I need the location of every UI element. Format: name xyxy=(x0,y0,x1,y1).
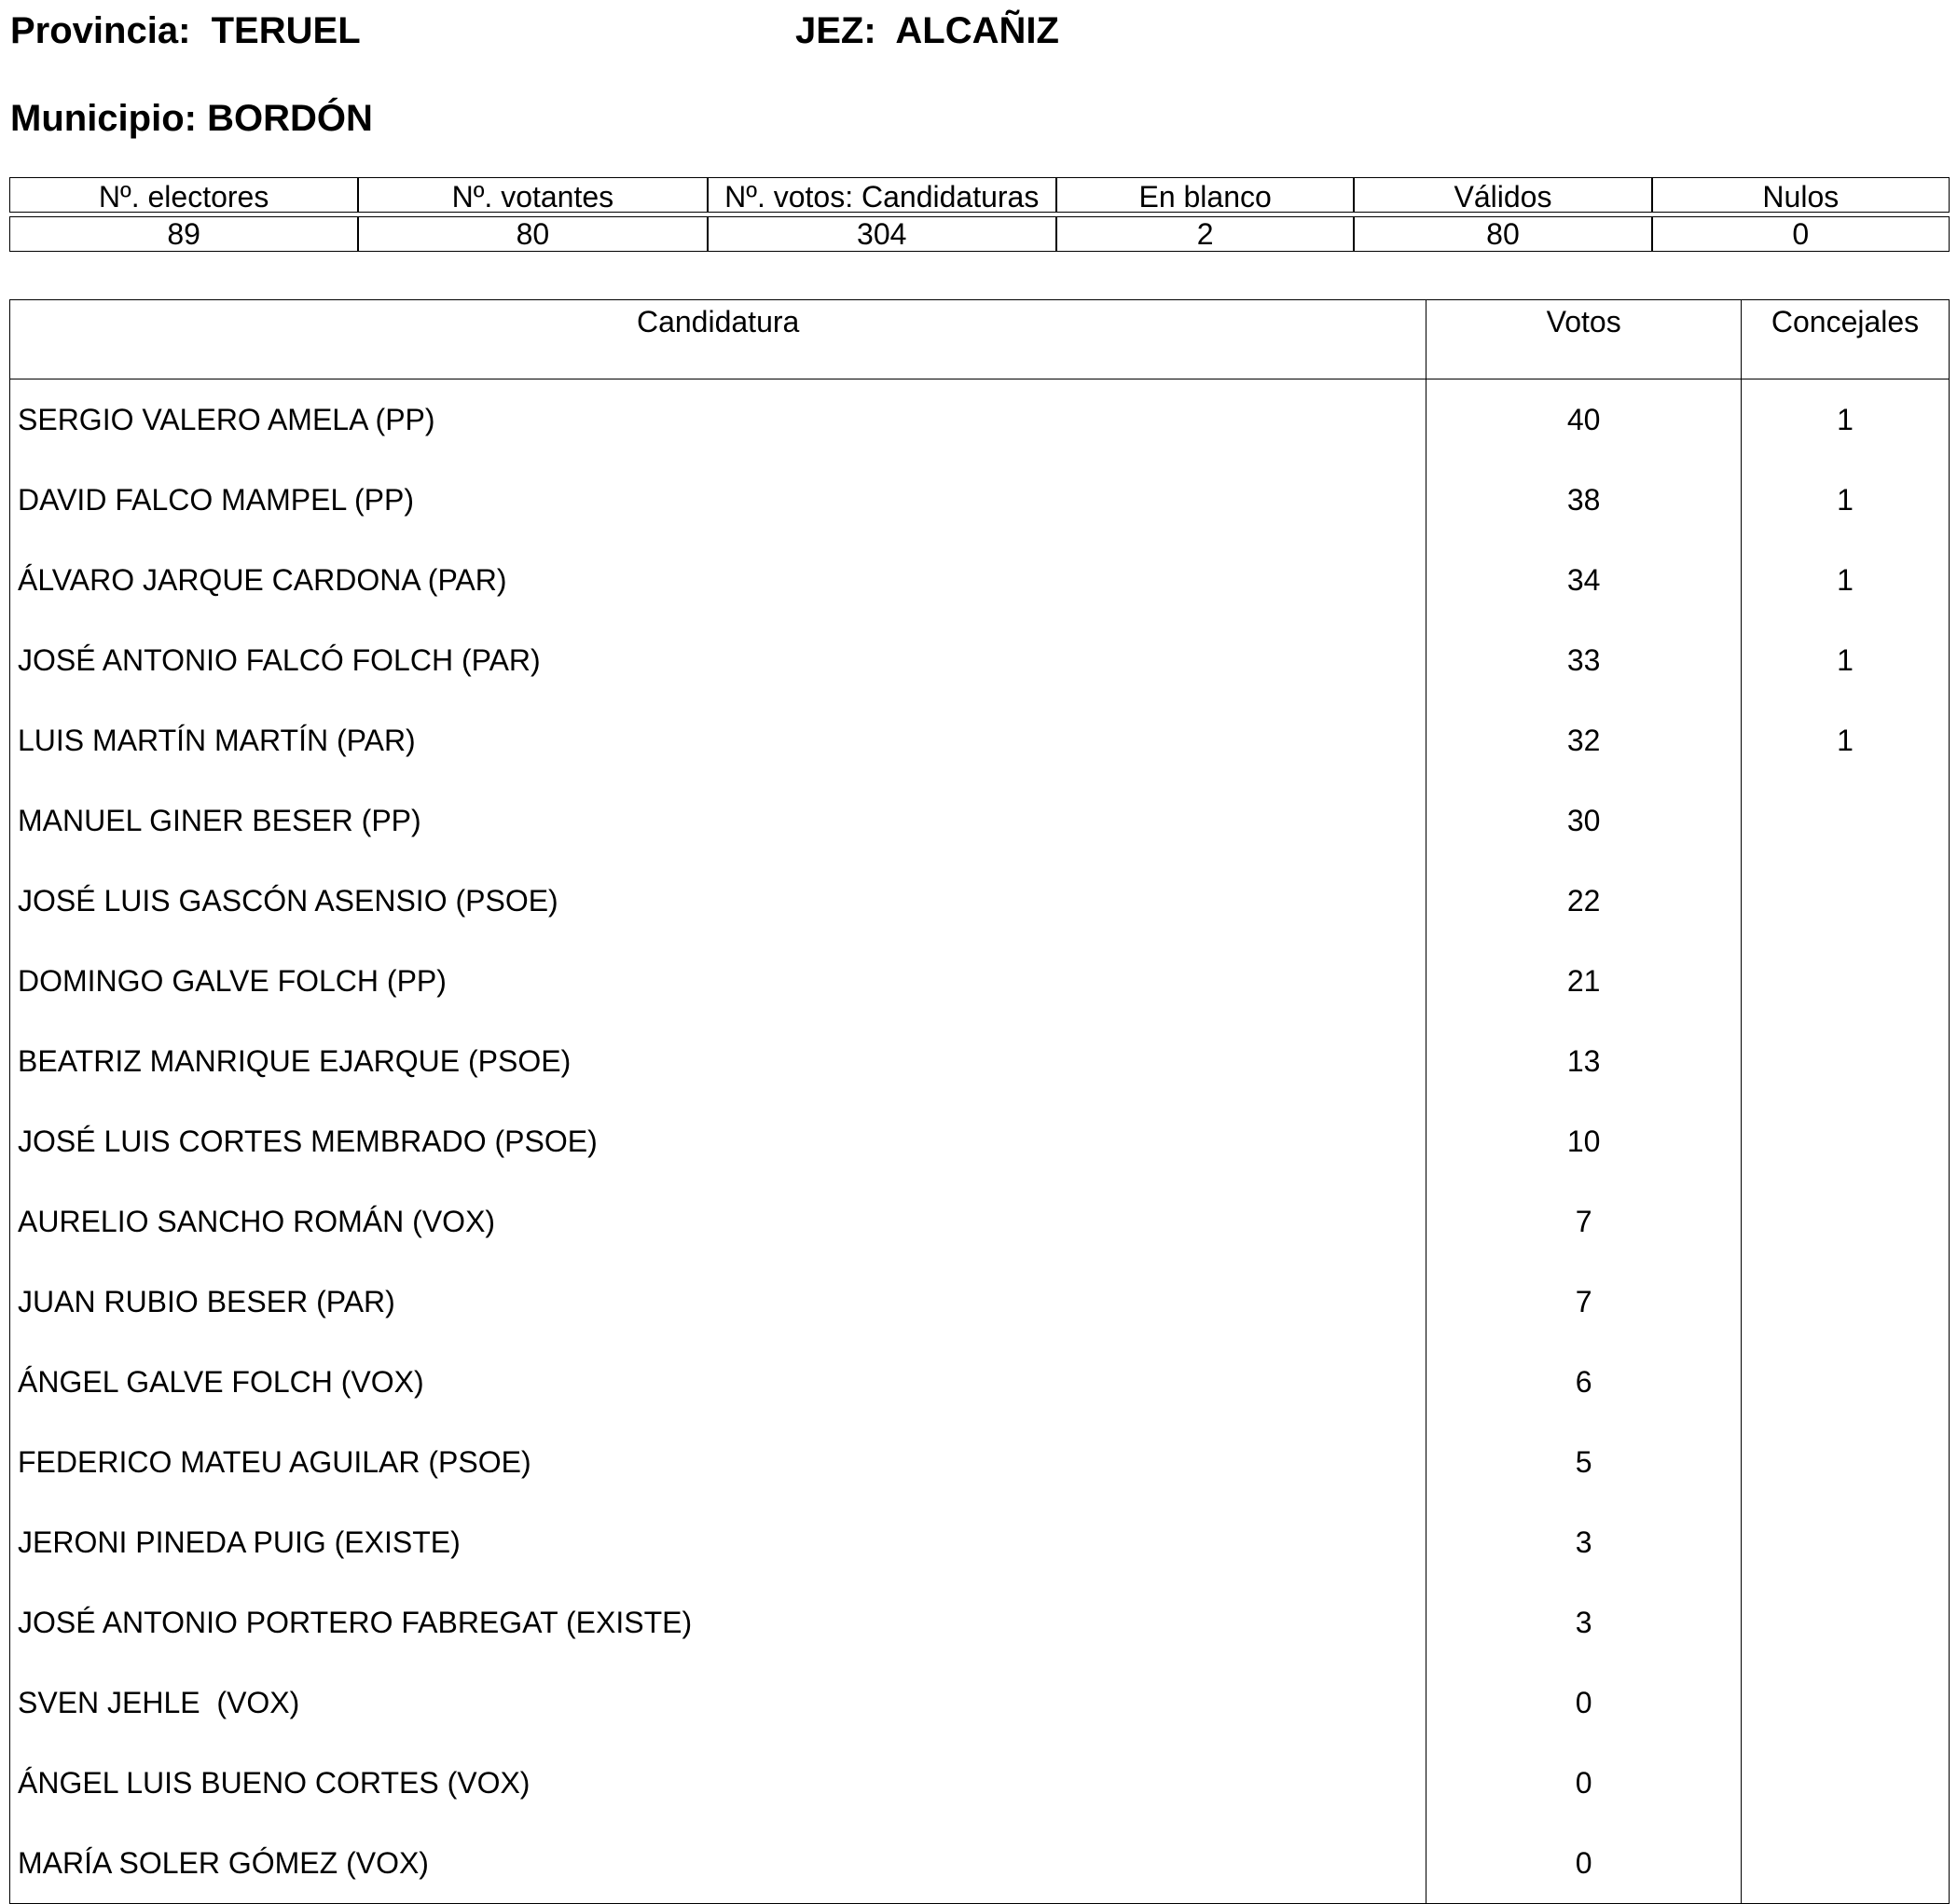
candidate-concejales: 1 xyxy=(1742,700,1950,780)
candidate-concejales: 1 xyxy=(1742,540,1950,620)
summary-label-votos-candidaturas: Nº. votos: Candidaturas xyxy=(708,177,1056,213)
candidate-votes: 30 xyxy=(1426,780,1742,861)
candidate-name: SVEN JEHLE (VOX) xyxy=(10,1663,1426,1743)
summary-value-validos: 80 xyxy=(1354,216,1651,252)
table-row xyxy=(10,1181,1950,1262)
candidate-name: JUAN RUBIO BESER (PAR) xyxy=(10,1262,1426,1342)
summary-label-votantes: Nº. votantes xyxy=(358,177,707,213)
summary-value-votos-candidaturas: 304 xyxy=(708,216,1056,252)
candidate-name: AURELIO SANCHO ROMÁN (VOX) xyxy=(10,1181,1426,1262)
candidate-concejales xyxy=(1742,1663,1950,1743)
results-header-row xyxy=(10,300,1950,379)
candidate-votes: 3 xyxy=(1426,1502,1742,1582)
table-row xyxy=(10,861,1950,941)
candidate-concejales xyxy=(1742,861,1950,941)
candidate-votes: 34 xyxy=(1426,540,1742,620)
column-header-votos: Votos xyxy=(1426,300,1742,379)
candidate-votes: 10 xyxy=(1426,1101,1742,1181)
results-table xyxy=(9,299,1950,1904)
candidate-votes: 13 xyxy=(1426,1021,1742,1101)
candidate-votes: 21 xyxy=(1426,941,1742,1021)
summary-label-validos: Válidos xyxy=(1354,177,1651,213)
candidate-name: JOSÉ ANTONIO FALCÓ FOLCH (PAR) xyxy=(10,620,1426,700)
summary-header-row xyxy=(9,177,1950,213)
candidate-votes: 5 xyxy=(1426,1422,1742,1502)
candidate-concejales xyxy=(1742,1021,1950,1101)
candidate-votes: 40 xyxy=(1426,379,1742,461)
candidate-votes: 0 xyxy=(1426,1823,1742,1904)
table-row xyxy=(10,941,1950,1021)
summary-label-en-blanco: En blanco xyxy=(1056,177,1354,213)
summary-values-row xyxy=(9,216,1950,252)
provincia-heading: Provincia: TERUEL xyxy=(10,10,361,51)
summary-value-votantes: 80 xyxy=(358,216,707,252)
candidate-concejales xyxy=(1742,1823,1950,1904)
candidate-concejales xyxy=(1742,941,1950,1021)
candidate-votes: 7 xyxy=(1426,1181,1742,1262)
table-row xyxy=(10,1502,1950,1582)
candidate-votes: 0 xyxy=(1426,1743,1742,1823)
candidate-name: JERONI PINEDA PUIG (EXISTE) xyxy=(10,1502,1426,1582)
summary-value-en-blanco: 2 xyxy=(1056,216,1354,252)
candidate-concejales xyxy=(1742,1743,1950,1823)
candidate-concejales xyxy=(1742,1582,1950,1663)
candidate-concejales: 1 xyxy=(1742,460,1950,540)
candidate-concejales xyxy=(1742,1422,1950,1502)
candidate-name: BEATRIZ MANRIQUE EJARQUE (PSOE) xyxy=(10,1021,1426,1101)
candidate-name: ÁNGEL LUIS BUENO CORTES (VOX) xyxy=(10,1743,1426,1823)
table-row xyxy=(10,379,1950,461)
candidate-name: FEDERICO MATEU AGUILAR (PSOE) xyxy=(10,1422,1426,1502)
table-row xyxy=(10,460,1950,540)
candidate-votes: 22 xyxy=(1426,861,1742,941)
table-row xyxy=(10,1743,1950,1823)
candidate-concejales xyxy=(1742,1181,1950,1262)
candidate-name: JOSÉ LUIS GASCÓN ASENSIO (PSOE) xyxy=(10,861,1426,941)
table-row xyxy=(10,540,1950,620)
candidate-votes: 7 xyxy=(1426,1262,1742,1342)
candidate-votes: 3 xyxy=(1426,1582,1742,1663)
summary-label-nulos: Nulos xyxy=(1652,177,1950,213)
candidate-name: MARÍA SOLER GÓMEZ (VOX) xyxy=(10,1823,1426,1904)
candidate-name: MANUEL GINER BESER (PP) xyxy=(10,780,1426,861)
candidate-concejales xyxy=(1742,780,1950,861)
table-row xyxy=(10,780,1950,861)
table-row xyxy=(10,620,1950,700)
candidate-name: JOSÉ ANTONIO PORTERO FABREGAT (EXISTE) xyxy=(10,1582,1426,1663)
candidate-name: LUIS MARTÍN MARTÍN (PAR) xyxy=(10,700,1426,780)
candidate-votes: 38 xyxy=(1426,460,1742,540)
table-row xyxy=(10,1021,1950,1101)
table-row xyxy=(10,1663,1950,1743)
candidate-concejales xyxy=(1742,1502,1950,1582)
candidate-votes: 6 xyxy=(1426,1342,1742,1422)
table-row xyxy=(10,1823,1950,1904)
candidate-concejales: 1 xyxy=(1742,620,1950,700)
table-row xyxy=(10,1101,1950,1181)
candidate-name: ÁNGEL GALVE FOLCH (VOX) xyxy=(10,1342,1426,1422)
candidate-concejales xyxy=(1742,1342,1950,1422)
summary-value-electores: 89 xyxy=(9,216,358,252)
candidate-concejales xyxy=(1742,1262,1950,1342)
summary-table xyxy=(9,177,1950,252)
summary-value-nulos: 0 xyxy=(1652,216,1950,252)
candidate-name: SERGIO VALERO AMELA (PP) xyxy=(10,379,1426,461)
candidate-name: JOSÉ LUIS CORTES MEMBRADO (PSOE) xyxy=(10,1101,1426,1181)
candidate-name: DOMINGO GALVE FOLCH (PP) xyxy=(10,941,1426,1021)
candidate-concejales xyxy=(1742,1101,1950,1181)
table-row xyxy=(10,1422,1950,1502)
candidate-concejales: 1 xyxy=(1742,379,1950,461)
table-row xyxy=(10,1342,1950,1422)
candidate-votes: 0 xyxy=(1426,1663,1742,1743)
candidate-name: DAVID FALCO MAMPEL (PP) xyxy=(10,460,1426,540)
municipio-heading: Municipio: BORDÓN xyxy=(10,98,373,139)
table-row xyxy=(10,1582,1950,1663)
summary-label-electores: Nº. electores xyxy=(9,177,358,213)
column-header-candidatura: Candidatura xyxy=(10,300,1426,379)
table-row xyxy=(10,1262,1950,1342)
column-header-concejales: Concejales xyxy=(1742,300,1950,379)
candidate-votes: 32 xyxy=(1426,700,1742,780)
candidate-name: ÁLVARO JARQUE CARDONA (PAR) xyxy=(10,540,1426,620)
candidate-votes: 33 xyxy=(1426,620,1742,700)
jez-heading: JEZ: ALCAÑIZ xyxy=(795,10,1059,51)
table-row xyxy=(10,700,1950,780)
